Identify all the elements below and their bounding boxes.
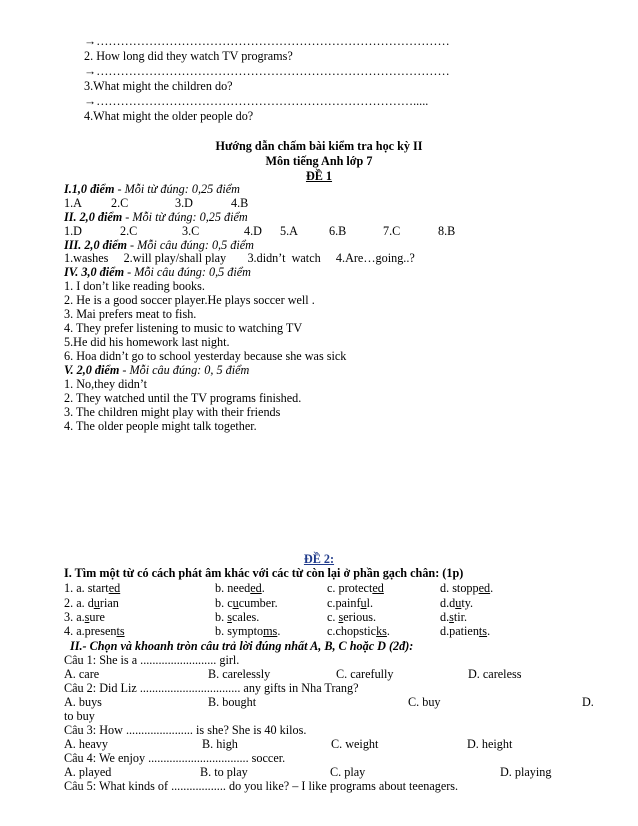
- pronunciation-option-a[interactable]: 4. a.presents: [64, 624, 125, 638]
- section-1-answers: 1.A 2.C 3.D 4.B: [64, 196, 249, 210]
- option-d[interactable]: D. height: [467, 737, 513, 751]
- option-a[interactable]: A. played: [64, 765, 112, 779]
- question-3: Câu 3: How ...................... is she? She is 40 kilos.: [64, 723, 307, 737]
- pronunciation-option-c[interactable]: c. serious.: [327, 610, 377, 624]
- question-2: Câu 2: Did Liz ................................. any gifts in Nha Trang?: [64, 681, 359, 695]
- arrow-icon: →: [84, 94, 97, 108]
- pronunciation-option-b[interactable]: b. scales.: [215, 610, 260, 624]
- section-5-answer-4: 4. The older people might talk together.: [64, 419, 257, 433]
- part-1-heading: I. Tìm một từ có cách phát âm khác với các từ còn lại ở phần gạch chân: (1p): [64, 566, 464, 580]
- section-4-answer-6: 6. Hoa didn’t go to school yesterday because she was sick: [64, 349, 347, 363]
- pronunciation-option-b[interactable]: b. cucumber.: [215, 596, 278, 610]
- pronunciation-option-a[interactable]: 2. a. durian: [64, 596, 119, 610]
- pronunciation-option-d[interactable]: d.stir.: [440, 610, 468, 624]
- option-a[interactable]: A. heavy: [64, 737, 108, 751]
- underlined-sound: ed: [250, 581, 262, 595]
- section-1-header: I.1,0 điểm - Mỗi từ đúng: 0,25 điểm: [64, 182, 240, 196]
- section-4-answer-2: 2. He is a good soccer player.He plays soccer well .: [64, 293, 315, 307]
- question-2-options: [64, 695, 604, 709]
- pronunciation-option-d[interactable]: d.patients.: [440, 624, 491, 638]
- option-d[interactable]: D.: [582, 695, 594, 709]
- section-3-header: III. 2,0 điểm - Mỗi câu đúng: 0,5 điểm: [64, 238, 254, 252]
- pronunciation-option-c[interactable]: c.chopsticks.: [327, 624, 390, 638]
- underlined-sound: u: [360, 596, 367, 610]
- underlined-sound: ed: [478, 581, 491, 595]
- option-c[interactable]: C. play: [330, 765, 366, 779]
- option-d[interactable]: D. careless: [468, 667, 522, 681]
- guide-subject: Môn tiếng Anh lớp 7: [265, 154, 373, 168]
- underlined-sound: u: [232, 596, 239, 610]
- underlined-sound: u: [93, 596, 100, 610]
- answer-line-2: →……………………………………………………………………………: [84, 64, 450, 78]
- part-2-heading: II.- Chọn và khoanh tròn câu trả lời đúng nhất A, B, C hoặc D (2đ):: [70, 639, 414, 653]
- underlined-sound: s: [449, 610, 454, 624]
- exam-2-title: ĐỀ 2:: [303, 552, 335, 566]
- pronunciation-option-a[interactable]: 1. a. started: [64, 581, 121, 595]
- pronunciation-option-d[interactable]: d.duty.: [440, 596, 474, 610]
- section-4-header: IV. 3,0 điểm - Mỗi câu đúng: 0,5 điểm: [64, 265, 251, 279]
- option-d[interactable]: D. playing: [500, 765, 552, 779]
- section-5-answer-3: 3. The children might play with their friends: [64, 405, 281, 419]
- option-b[interactable]: B. high: [202, 737, 238, 751]
- guide-title: Hướng dẫn chấm bài kiểm tra học kỳ II: [215, 139, 423, 153]
- pronunciation-option-b[interactable]: b. symptoms.: [215, 624, 281, 638]
- question-4: 4.What might the older people do?: [84, 109, 254, 123]
- underlined-sound: ks: [376, 624, 387, 638]
- underlined-sound: s: [227, 610, 232, 624]
- option-a[interactable]: A. buys: [64, 695, 102, 709]
- arrow-icon: →: [84, 34, 97, 48]
- option-c[interactable]: C. weight: [331, 737, 379, 751]
- option-b[interactable]: B. to play: [200, 765, 248, 779]
- underlined-sound: s: [84, 610, 90, 624]
- answer-line-1: →……………………………………………………………………………: [84, 34, 450, 48]
- underlined-sound: u: [455, 596, 462, 610]
- option-a[interactable]: A. care: [64, 667, 100, 681]
- question-3: 3.What might the children do?: [84, 79, 233, 93]
- section-2-answers: 1.D 2.C 3.C 4.D 5.A 6.B 7.C 8.B: [64, 224, 456, 238]
- section-4-answer-5: 5.He did his homework last night.: [64, 335, 230, 349]
- question-1-options: [64, 667, 624, 681]
- underlined-sound: ms: [263, 624, 278, 638]
- pronunciation-option-d[interactable]: d. stopped.: [440, 581, 494, 595]
- question-5: Câu 5: What kinds of .................. do you like? – I like programs about teenagers.: [64, 779, 459, 793]
- option-d-wrap[interactable]: to buy: [64, 709, 95, 723]
- underlined-sound: ed: [372, 581, 384, 595]
- section-5-answer-1: 1. No,they didn’t: [64, 377, 148, 391]
- section-4-answer-3: 3. Mai prefers meat to fish.: [64, 307, 197, 321]
- question-4-options: [64, 765, 624, 779]
- underlined-sound: ts: [478, 624, 488, 638]
- option-c[interactable]: C. buy: [408, 695, 441, 709]
- section-2-header: II. 2,0 điểm - Mỗi từ đúng: 0,25 điểm: [64, 210, 248, 224]
- pronunciation-option-c[interactable]: c.painful.: [327, 596, 374, 610]
- pronunciation-option-a[interactable]: 3. a.sure: [64, 610, 105, 624]
- section-3-answers: 1.washes 2.will play/shall play 3.didn’t watch 4.Are…going..?: [64, 251, 415, 265]
- underlined-sound: ts: [116, 624, 125, 638]
- answer-line-3: →…………………………………………………………………….....: [84, 94, 429, 108]
- question-4: Câu 4: We enjoy ................................. soccer.: [64, 751, 286, 765]
- option-b[interactable]: B. carelessly: [208, 667, 271, 681]
- question-1: Câu 1: She is a ......................... girl.: [64, 653, 240, 667]
- section-5-header: V. 2,0 điểm - Mỗi câu đúng: 0, 5 điểm: [64, 363, 250, 377]
- section-4-answer-4: 4. They prefer listening to music to watching TV: [64, 321, 303, 335]
- section-4-answer-1: 1. I don’t like reading books.: [64, 279, 205, 293]
- option-c[interactable]: C. carefully: [336, 667, 394, 681]
- underlined-sound: s: [338, 610, 344, 624]
- option-b[interactable]: B. bought: [208, 695, 257, 709]
- exam-1-title: ĐỀ 1: [305, 169, 333, 183]
- arrow-icon: →: [84, 64, 97, 78]
- section-5-answer-2: 2. They watched until the TV programs finished.: [64, 391, 302, 405]
- pronunciation-option-c[interactable]: c. protected: [327, 581, 384, 595]
- underlined-sound: ed: [108, 581, 121, 595]
- pronunciation-option-b[interactable]: b. needed.: [215, 581, 265, 595]
- question-2: 2. How long did they watch TV programs?: [84, 49, 293, 63]
- question-3-options: [64, 737, 624, 751]
